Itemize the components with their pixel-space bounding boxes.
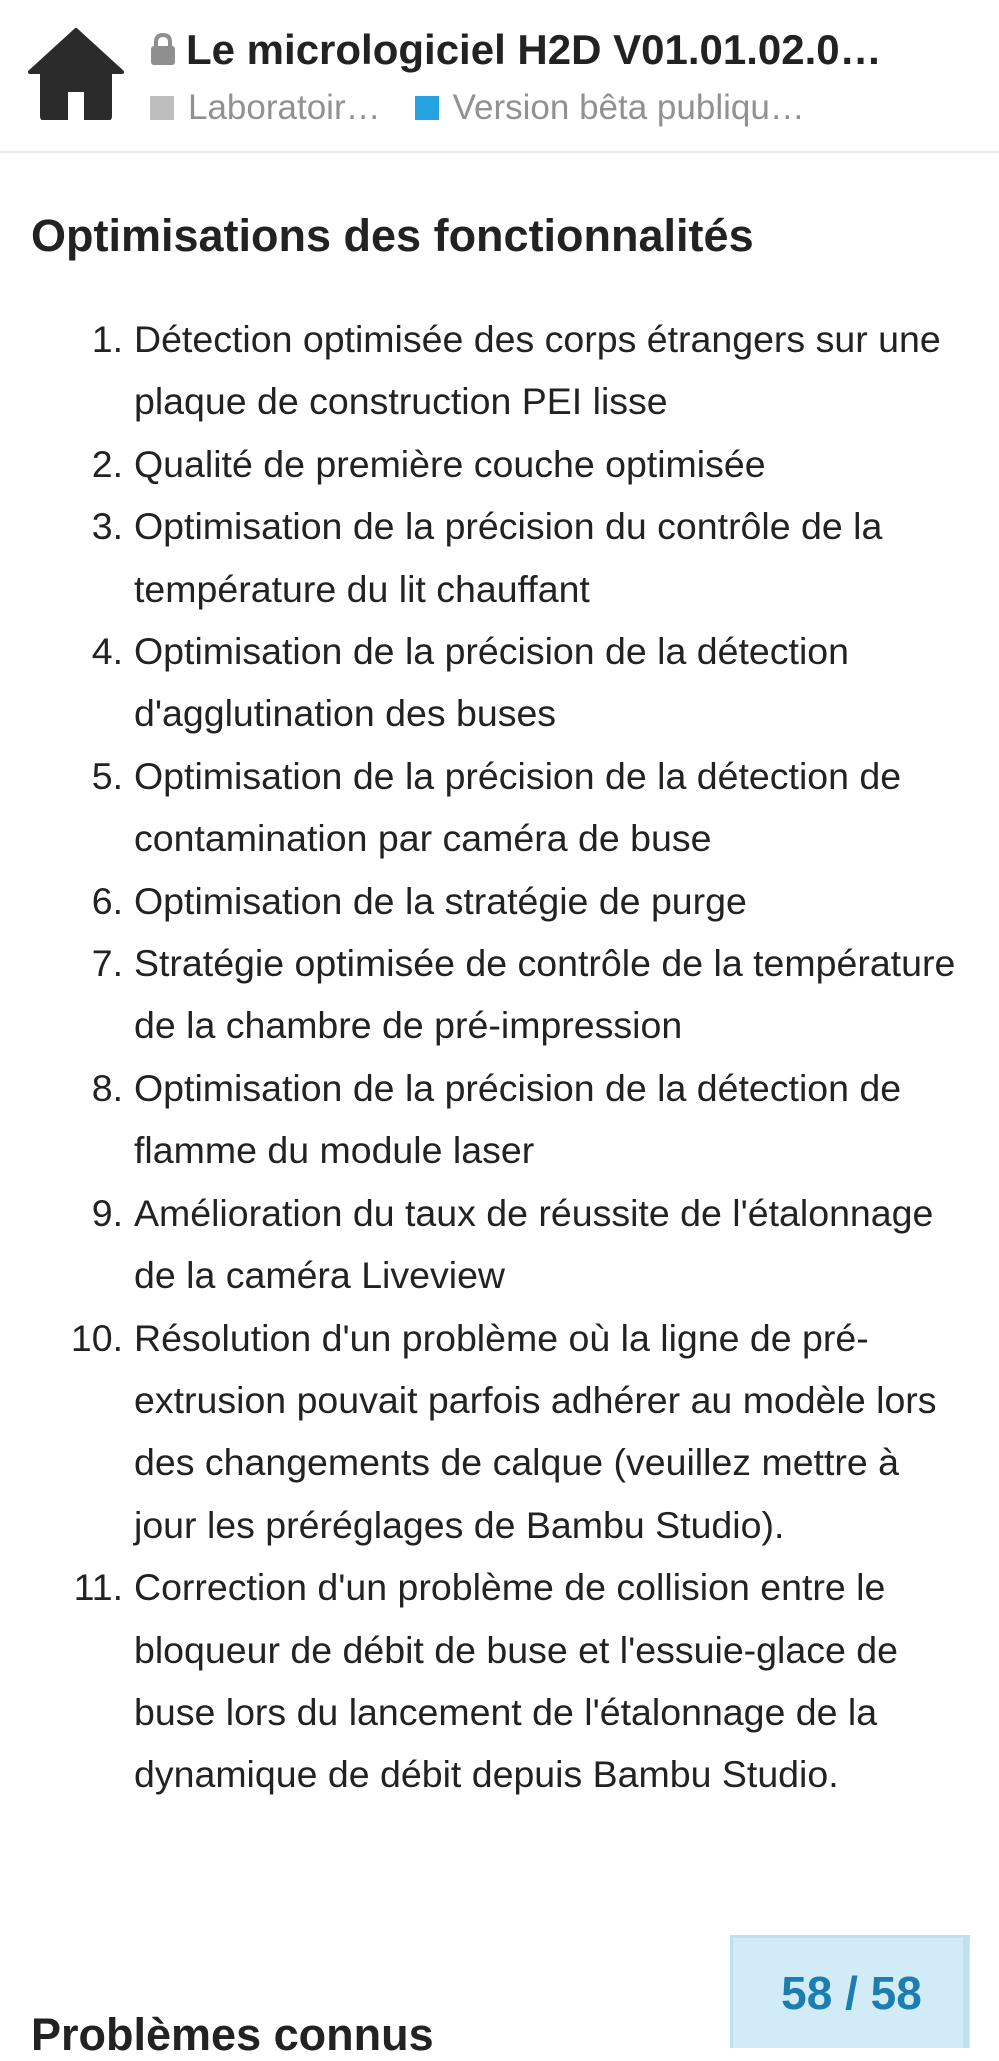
category-color-swatch: [150, 96, 174, 120]
list-item-text: Optimisation de la précision de la détection de contamination par caméra de buse: [134, 754, 902, 860]
lock-icon: [150, 33, 176, 67]
list-item-text: Optimisation de la précision de la détection de flamme du module laser: [134, 1066, 902, 1172]
list-item: [31, 1307, 971, 1557]
topic-header: [0, 0, 999, 153]
section-heading: Optimisations des fonctionnalités: [31, 210, 754, 261]
category-color-swatch: [415, 96, 439, 120]
list-item-number: 2.: [91, 442, 123, 485]
list-item-number: 10.: [70, 1316, 123, 1359]
list-item: [31, 1182, 971, 1307]
list-item-text: Résolution d'un problème où la ligne de pré-extrusion pouvait parfois adhérer au modèle lors des changements de calque (veuillez mettre à jour les préréglages de Bambu Studio).: [134, 1316, 937, 1546]
topic-progress-indicator[interactable]: [730, 1935, 970, 2048]
list-item-number: 11.: [73, 1566, 123, 1609]
list-item-number: 7.: [91, 942, 123, 985]
list-item: [31, 495, 971, 620]
list-item: [31, 433, 971, 495]
list-item-number: 3.: [91, 505, 123, 548]
topic-title-row[interactable]: [150, 22, 990, 78]
list-item: [31, 932, 971, 1057]
list-item-text: Qualité de première couche optimisée: [134, 442, 766, 485]
list-item-text: Optimisation de la précision du contrôle de la température du lit chauffant: [134, 505, 883, 610]
list-item-number: 4.: [91, 630, 123, 673]
list-item-number: 8.: [91, 1066, 123, 1109]
category-label: Laboratoir…: [188, 88, 381, 127]
list-item-number: 9.: [91, 1191, 123, 1234]
list-item-text: Optimisation de la stratégie de purge: [134, 879, 747, 922]
list-item-text: Correction d'un problème de collision entre le bloqueur de débit de buse et l'essuie-glace de buse lors du lancement de l'étalonnage de la dynamique de débit depuis Bambu Studio.: [134, 1566, 898, 1796]
progress-bar-edge: [963, 1935, 969, 2048]
list-item: [31, 870, 971, 932]
list-item-number: 5.: [91, 754, 123, 797]
list-item: [31, 1057, 971, 1182]
category-breadcrumb: [150, 84, 839, 132]
progress-label: 58 / 58: [781, 1967, 922, 2019]
list-item: [31, 745, 971, 870]
list-item-text: Stratégie optimisée de contrôle de la température de la chambre de pré-impression: [134, 942, 956, 1047]
list-item-text: Optimisation de la précision de la détection d'agglutination des buses: [134, 630, 849, 735]
list-item: [31, 308, 971, 433]
topic-title[interactable]: Le micrologiciel H2D V01.01.02.0…: [186, 26, 882, 73]
home-icon[interactable]: [28, 28, 124, 120]
list-item-text: Détection optimisée des corps étrangers sur une plaque de construction PEI lisse: [134, 318, 941, 423]
list-item-number: 1.: [91, 318, 123, 360]
next-section-heading: Problèmes connus: [31, 2009, 434, 2060]
list-item: [31, 620, 971, 745]
category-label: Version bêta publiqu…: [452, 88, 805, 127]
list-item: [31, 1556, 971, 1806]
category-link-beta[interactable]: [415, 88, 805, 128]
list-item-text: Amélioration du taux de réussite de l'étalonnage de la caméra Liveview: [134, 1191, 934, 1297]
feature-list: [31, 308, 971, 1806]
category-link-lab[interactable]: [150, 88, 381, 128]
list-item-number: 6.: [91, 879, 123, 922]
